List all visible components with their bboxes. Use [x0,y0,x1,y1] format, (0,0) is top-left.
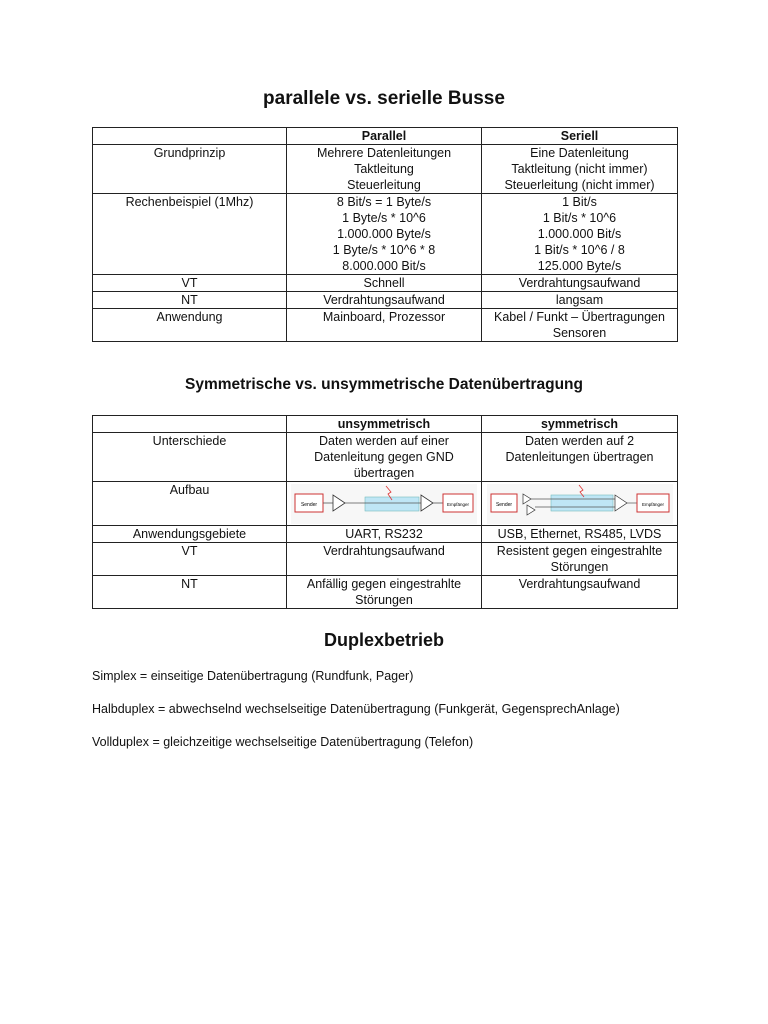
row-label-vt: VT [93,543,287,576]
table-row [93,309,678,342]
table-busse [92,127,678,342]
header-empty [93,128,287,145]
row-label-vt: VT [93,275,287,292]
cell-line: 8 Bit/s = 1 Byte/s [336,195,432,209]
diagram-receiver-label: Empfänger [641,502,664,507]
row-label-nt: NT [93,576,287,609]
cell-line: Sensoren [552,326,607,340]
table-row [93,576,678,609]
row-label-unterschiede: Unterschiede [93,433,287,482]
table-row [93,145,678,194]
table-symmetrie [92,415,678,609]
cell-line: 1.000.000 Byte/s [337,227,431,241]
header-empty [93,416,287,433]
cell-grundprinzip-parallel [287,145,482,194]
cell-line: Eine Datenleitung [530,146,629,160]
cell-aufbau-unsym [287,482,482,526]
cell-line: 1.000.000 Bit/s [537,227,622,241]
cell-rechenbeispiel-parallel [287,194,482,275]
cell-rechenbeispiel-seriell [482,194,678,275]
title-busse: parallele vs. serielle Busse [263,88,505,109]
symmetric-circuit-diagram [487,484,673,524]
cell-line: Anfällig gegen eingestrahlte [306,577,462,591]
cell-line: 125.000 Byte/s [537,259,622,273]
cell-unterschiede-unsym [287,433,482,482]
cell-line: Datenleitungen übertragen [505,450,654,464]
cell-line: Störungen [355,593,413,607]
duplex-simplex: Simplex = einseitige Datenübertragung (Rundfunk, Pager) [92,669,414,683]
row-label-nt: NT [93,292,287,309]
duplex-vollduplex: Vollduplex = gleichzeitige wechselseitige Datenübertragung (Telefon) [92,735,474,749]
cell-unterschiede-sym [482,433,678,482]
row-label-rechenbeispiel: Rechenbeispiel (1Mhz) [93,194,287,275]
table-row [93,526,678,543]
cell-nt-parallel: Verdrahtungsaufwand [287,292,482,309]
cell-vt-unsym: Verdrahtungsaufwand [287,543,482,576]
cell-anwendungsgebiete-unsym: UART, RS232 [287,526,482,543]
cell-line: 1 Bit/s * 10^6 / 8 [534,243,625,257]
header-symmetrisch: symmetrisch [482,416,678,433]
table-header-row [93,416,678,433]
title-duplex: Duplexbetrieb [323,630,445,650]
cell-line: Taktleitung (nicht immer) [511,162,648,176]
row-label-anwendung: Anwendung [93,309,287,342]
table-row [93,482,678,526]
cell-line: 1 Byte/s * 10^6 * 8 [332,243,436,257]
table-row [93,194,678,275]
table-row [93,275,678,292]
cell-anwendung-parallel: Mainboard, Prozessor [287,309,482,342]
cell-vt-seriell: Verdrahtungsaufwand [482,275,678,292]
row-label-grundprinzip: Grundprinzip [93,145,287,194]
diagram-receiver-label: Empfänger [446,502,470,507]
header-unsymmetrisch: unsymmetrisch [287,416,482,433]
cell-anwendung-seriell [482,309,678,342]
title-symmetrie: Symmetrische vs. unsymmetrische Datenübertragung [185,376,583,393]
table-row [93,433,678,482]
table-row [93,292,678,309]
unsymmetric-circuit-diagram [291,484,477,524]
cell-line: Mehrere Datenleitungen [316,146,452,160]
cell-line: Resistent gegen eingestrahlte [496,544,663,558]
cell-vt-parallel: Schnell [287,275,482,292]
diagram-sender-label: Sender [300,502,318,508]
cell-line: Störungen [550,560,609,574]
cell-anwendungsgebiete-sym: USB, Ethernet, RS485, LVDS [482,526,678,543]
cell-nt-seriell: langsam [482,292,678,309]
row-label-aufbau: Aufbau [93,482,287,526]
cell-line: Datenleitung gegen GND [314,450,454,464]
table-header-row [93,128,678,145]
cell-nt-unsym [287,576,482,609]
cell-line: 1 Bit/s [562,195,597,209]
cell-nt-sym: Verdrahtungsaufwand [482,576,678,609]
header-seriell: Seriell [482,128,678,145]
row-label-anwendungsgebiete: Anwendungsgebiete [93,526,287,543]
header-parallel: Parallel [287,128,482,145]
duplex-halbduplex: Halbduplex = abwechselnd wechselseitige Datenübertragung (Funkgerät, GegensprechAnlage) [92,702,620,716]
cell-line: Daten werden auf einer [319,434,449,448]
cell-line: Taktleitung [354,162,414,176]
cell-line: Kabel / Funkt – Übertragungen [494,310,665,324]
table-row [93,543,678,576]
cell-line: Steuerleitung [347,178,421,192]
cell-line: Daten werden auf 2 [524,434,635,448]
cell-line: Steuerleitung (nicht immer) [504,178,655,192]
cell-line: 8.000.000 Bit/s [342,259,426,273]
diagram-sender-label: Sender [495,502,512,508]
cell-line: 1 Byte/s * 10^6 [342,211,426,225]
cell-grundprinzip-seriell [482,145,678,194]
cell-vt-sym [482,543,678,576]
cell-line: 1 Bit/s * 10^6 [542,211,617,225]
cell-aufbau-sym [482,482,678,526]
cell-line: übertragen [353,466,415,480]
